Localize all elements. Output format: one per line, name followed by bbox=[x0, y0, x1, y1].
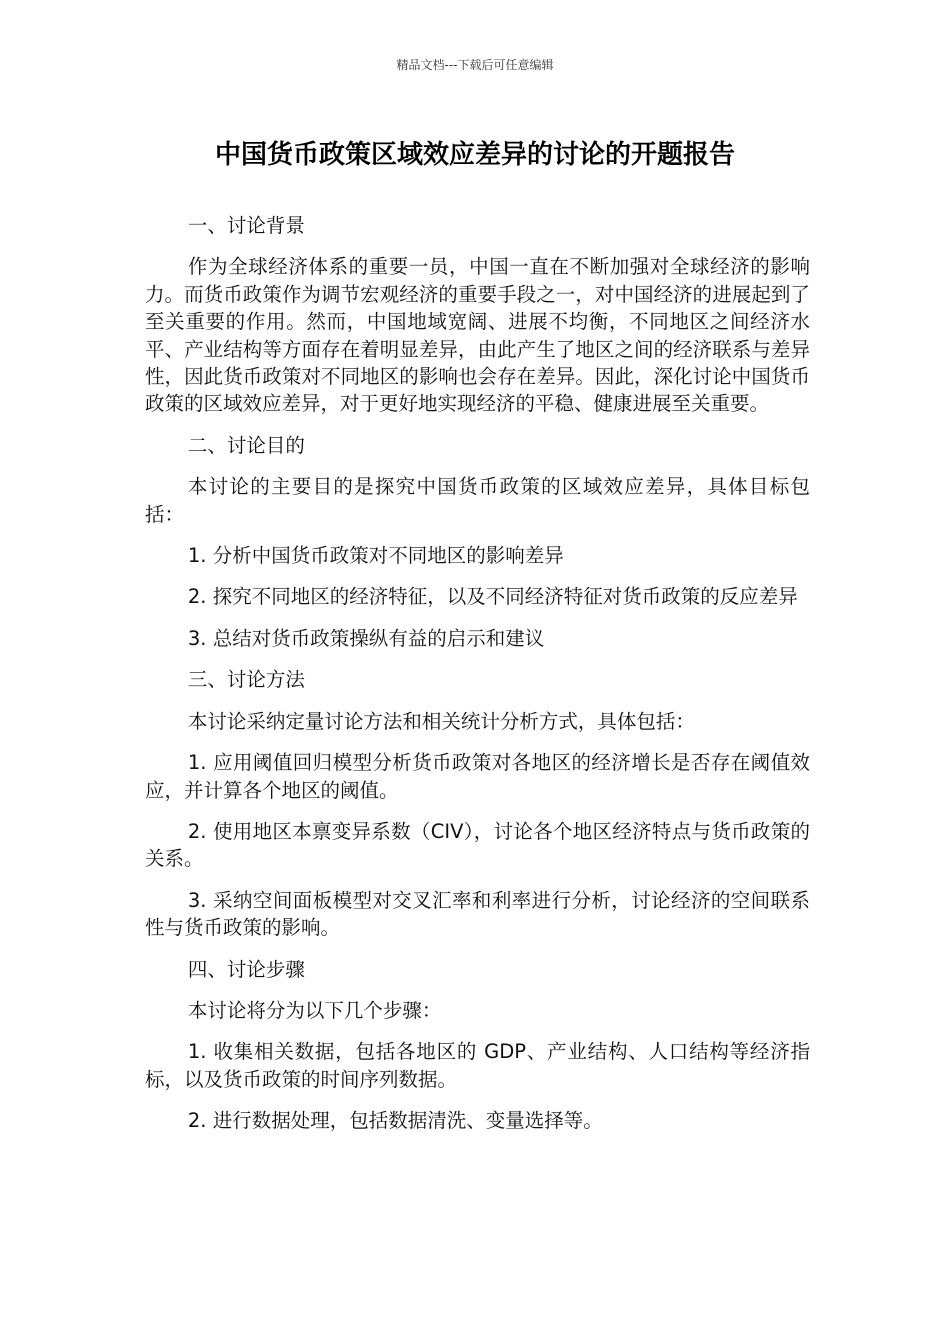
section-heading-steps: 四、讨论步骤 bbox=[187, 957, 305, 981]
section-heading-methods: 三、讨论方法 bbox=[187, 668, 305, 692]
document-body bbox=[145, 212, 810, 1149]
section-methods-item: 1. 应用阈值回归模型分析货币政策对各地区的经济增长是否存在阈值效应，并计算各个地区的阈值。 bbox=[145, 751, 810, 802]
section-heading-background: 一、讨论背景 bbox=[187, 214, 305, 237]
section-heading-purpose: 二、讨论目的 bbox=[187, 433, 305, 457]
document-title: 中国货币政策区域效应差异的讨论的开题报告 bbox=[214, 140, 735, 170]
section-steps-paragraph: 本讨论将分为以下几个步骤： bbox=[187, 998, 442, 1022]
section-purpose-item: 2. 探究不同地区的经济特征，以及不同经济特征对货币政策的反应差异 bbox=[187, 585, 798, 609]
header-watermark: 精品文档---下载后可任意编辑 bbox=[396, 58, 554, 72]
section-methods-item: 2. 使用地区本禀变异系数（CIV），讨论各个地区经济特点与货币政策的关系。 bbox=[145, 819, 810, 871]
section-steps-item: 2. 进行数据处理，包括数据清洗、变量选择等。 bbox=[187, 1109, 603, 1133]
section-purpose-item: 1. 分析中国货币政策对不同地区的影响差异 bbox=[187, 544, 564, 568]
section-purpose-item: 3. 总结对货币政策操纵有益的启示和建议 bbox=[187, 626, 545, 650]
section-methods-item: 3. 采纳空间面板模型对交叉汇率和利率进行分析，讨论经济的空间联系性与货币政策的影响。 bbox=[145, 888, 810, 940]
section-background-paragraph: 作为全球经济体系的重要一员，中国一直在不断加强对全球经济的影响力。而货币政策作为调节宏观经济的重要手段之一，对中国经济的进展起到了至关重要的作用。然而，中国地域宽阔、进展不均衡，不同地区之间经济水平、产业结构等方面存在着明显差异，由此产生了地区之间的经济联系与差异性，因此货币政策对不同地区的影响也会存在差异。因此，深化讨论中国货币政策的区域效应差异，对于更好地实现经济的平稳、健康进展至关重要。 bbox=[145, 255, 810, 416]
section-steps-item: 1. 收集相关数据，包括各地区的 GDP、产业结构、人口结构等经济指标，以及货币政策的时间序列数据。 bbox=[145, 1040, 810, 1091]
section-methods-paragraph: 本讨论采纳定量讨论方法和相关统计分析方式，具体包括： bbox=[187, 709, 695, 733]
section-purpose-paragraph: 本讨论的主要目的是探究中国货币政策的区域效应差异，具体目标包括： bbox=[145, 475, 810, 526]
